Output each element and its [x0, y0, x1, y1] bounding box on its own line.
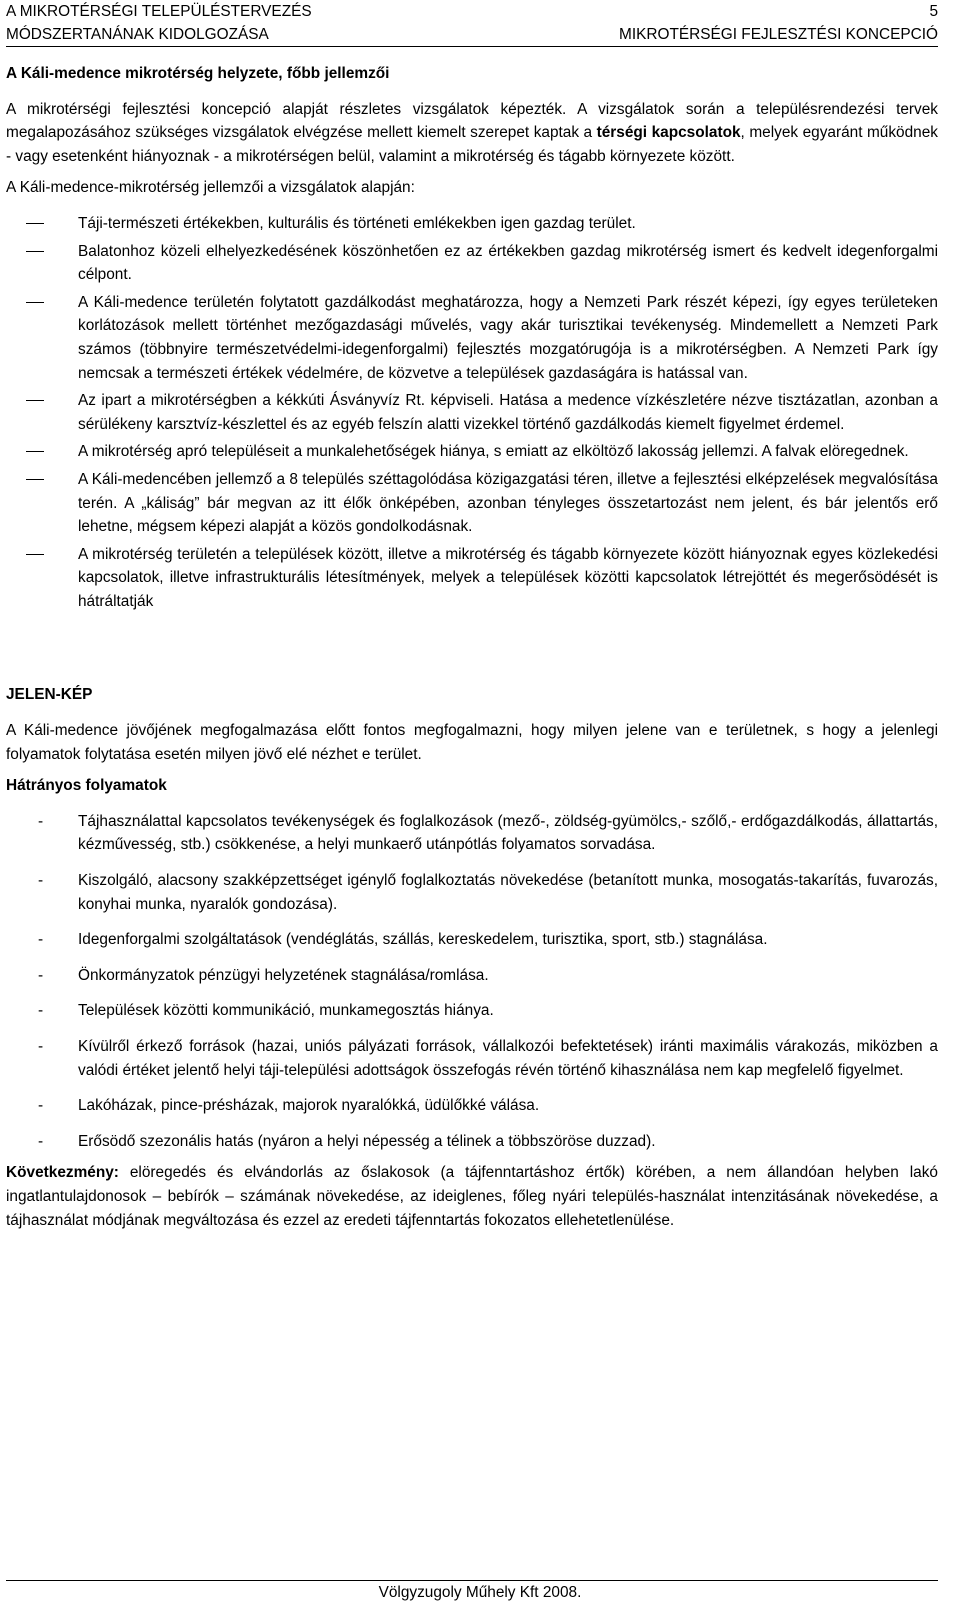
- characteristics-lead: A Káli-medence-mikrotérség jellemzői a vizsgálatok alapján:: [6, 179, 415, 197]
- list-item-text: Idegenforgalmi szolgáltatások (vendéglátás, szállás, kereskedelem, turisztika, sport, stb.) stagnálása.: [78, 931, 768, 949]
- characteristics-list: [6, 212, 938, 614]
- list-marker: -: [38, 966, 44, 984]
- disadvantages-subtitle: Hátrányos folyamatok: [6, 777, 167, 795]
- list-item: A mikrotérség területén a települések között, illetve a mikrotérség és tágabb környezete között hiányoznak egyes közlekedési kapcsolatok, illetve infrastrukturális létesítmények, melyek a települések közötti kapcsolatok létrejöttét és megerősödését is hátráltatják: [6, 543, 938, 614]
- header-divider: [6, 46, 938, 47]
- list-item: A Káli-medencében jellemző a 8 település széttagolódása közigazgatási téren, illetve a fejlesztési elképzelések megvalósítása terén. A „káliság” bár megvan az itt élők önképében, azonban tényleges összetartozást nem jelent, és bár jelentős erő lehetne, mégsem képezi alapját a közös gondolkodásnak.: [6, 468, 938, 539]
- list-item-text: Tájhasználattal kapcsolatos tevékenységek és foglalkozások (mező-, zöldség-gyümölcs,- szőlő,- erdőgazdálkodás, állattartás, kézművesség, stb.) csökkenése, a helyi munkaerő utánpótlás folyamatos sorvadása.: [78, 812, 938, 854]
- header-row-1: [6, 0, 938, 23]
- intro-paragraph: [6, 98, 938, 169]
- list-item: Táji-természeti értékekben, kulturális és történeti emlékekben igen gazdag terület.: [6, 212, 938, 236]
- list-item: A Káli-medence területén folytatott gazdálkodást meghatározza, hogy a Nemzeti Park részét képezi, így egyes területeken korlátozások mellett történhet mezőgazdasági művelés, vagy akár turisztikai tevékenység. Mindemellett a Nemzeti Park számos (többnyire természetvédelmi-idegenforgalmi) fejlesztés mozgatórugója is a mikrotérségben. A Nemzeti Park így nemcsak a természeti értékek védelmére, de közvetve a települések gazdaságára is hatással van.: [6, 291, 938, 385]
- page-content: [6, 62, 938, 1232]
- intro-text-b: , melyek egyaránt működnek - vagy esetenként hiányoznak - a mikrotérségen belül, valamint a mikrotérség és tágabb környezete között.: [6, 124, 938, 165]
- section-title: A Káli-medence mikrotérség helyzete, főbb jellemzői: [6, 65, 390, 82]
- list-marker: -: [38, 1132, 44, 1150]
- list-item: [6, 1035, 938, 1082]
- list-marker: -: [38, 1002, 44, 1020]
- list-item: Balatonhoz közeli elhelyezkedésének köszönhetően ez az értékekben gazdag mikrotérség ismert és kedvelt idegenforgalmi célpont.: [6, 240, 938, 287]
- list-item: [6, 964, 938, 988]
- consequence-label: Következmény:: [6, 1164, 119, 1182]
- intro-text-a: A mikrotérségi fejlesztési koncepció alapját részletes vizsgálatok képezték. A vizsgálatok során a településrendezési tervek megalapozásához szükséges vizsgálatok elvégzése mellett kiemelt szerepet kaptak a: [6, 100, 938, 142]
- list-item: Az ipart a mikrotérségben a kékkúti Ásványvíz Rt. képviseli. Hatása a medence vízkészletére nézve tisztázatlan, azonban a sérülékeny karsztvíz-készlettel és az egyéb felszín alatti vizekkel történő gazdálkodás kiemelt figyelmet érdemel.: [6, 389, 938, 436]
- list-item-text: Települések közötti kommunikáció, munkamegosztás hiánya.: [78, 1002, 494, 1020]
- jelen-kep-title: JELEN-KÉP: [6, 686, 93, 704]
- list-item-text: Erősödő szezonális hatás (nyáron a helyi népesség a télinek a többszöröse duzzad).: [78, 1132, 656, 1150]
- header-left-line2: MÓDSZERTANÁNAK KIDOLGOZÁSA: [6, 26, 269, 43]
- header-row-2: [6, 23, 938, 46]
- list-marker: -: [38, 1038, 44, 1055]
- list-item: [6, 810, 938, 857]
- header-left-line1: A MIKROTÉRSÉGI TELEPÜLÉSTERVEZÉS: [6, 3, 312, 20]
- disadvantages-list: [6, 810, 938, 1154]
- page-header: [6, 0, 938, 46]
- jelen-kep-intro: A Káli-medence jövőjének megfogalmazása előtt fontos megfogalmazni, hogy milyen jelene van e területnek, s hogy a jelenlegi folyamatok folytatása esetén milyen jövő elé nézhet e terület.: [6, 722, 938, 763]
- list-marker: -: [38, 1097, 44, 1115]
- list-item: [6, 1130, 938, 1154]
- list-item: [6, 869, 938, 916]
- header-right-line2: MIKROTÉRSÉGI FEJLESZTÉSI KONCEPCIÓ: [619, 26, 938, 43]
- list-item: [6, 928, 938, 952]
- list-item-text: Kiszolgáló, alacsony szakképzettséget igénylő foglalkoztatás növekedése (betanított munka, mosogatás-takarítás, fuvarozás, konyhai munka, nyaralók gondozása).: [78, 872, 938, 913]
- list-item-text: Kívülről érkező források (hazai, uniós pályázati források, vállalkozói befektetések) iránti maximális várakozás, miközben a valódi értéket jelentő helyi táji-települési adottságok összefogás révén történő kihasználása nem kap megfelelő figyelmet.: [78, 1038, 938, 1079]
- list-item: [6, 1094, 938, 1118]
- list-item-text: Önkormányzatok pénzügyi helyzetének stagnálása/romlása.: [78, 966, 489, 984]
- intro-bold-term: térségi kapcsolatok: [596, 124, 741, 142]
- list-marker: -: [38, 872, 44, 890]
- list-marker: -: [38, 931, 44, 949]
- list-marker: -: [38, 812, 44, 830]
- page-footer: Völgyzugoly Műhely Kft 2008.: [378, 1584, 582, 1601]
- consequence-text: elöregedés és elvándorlás az őslakosok (a tájfenntartáshoz értők) körében, a nem állandóan helyben lakó ingatlantulajdonosok – bebírók – számának növekedése, az ideiglenes, főleg nyári település-használat intenzitásának növekedése, a tájhasználat módjának megváltozása és ezzel az eredeti tájfenntartás fokozatos ellehetetlenülése.: [6, 1164, 938, 1229]
- consequence-paragraph: [6, 1161, 938, 1232]
- list-item-text: Lakóházak, pince-présházak, majorok nyaralókká, üdülőkké válása.: [78, 1097, 540, 1115]
- list-item: [6, 999, 938, 1023]
- page-number: 5: [929, 3, 938, 20]
- list-item: A mikrotérség apró településeit a munkalehetőségek hiánya, s emiatt az elköltöző lakosság jellemzi. A falvak elöregednek.: [6, 440, 938, 464]
